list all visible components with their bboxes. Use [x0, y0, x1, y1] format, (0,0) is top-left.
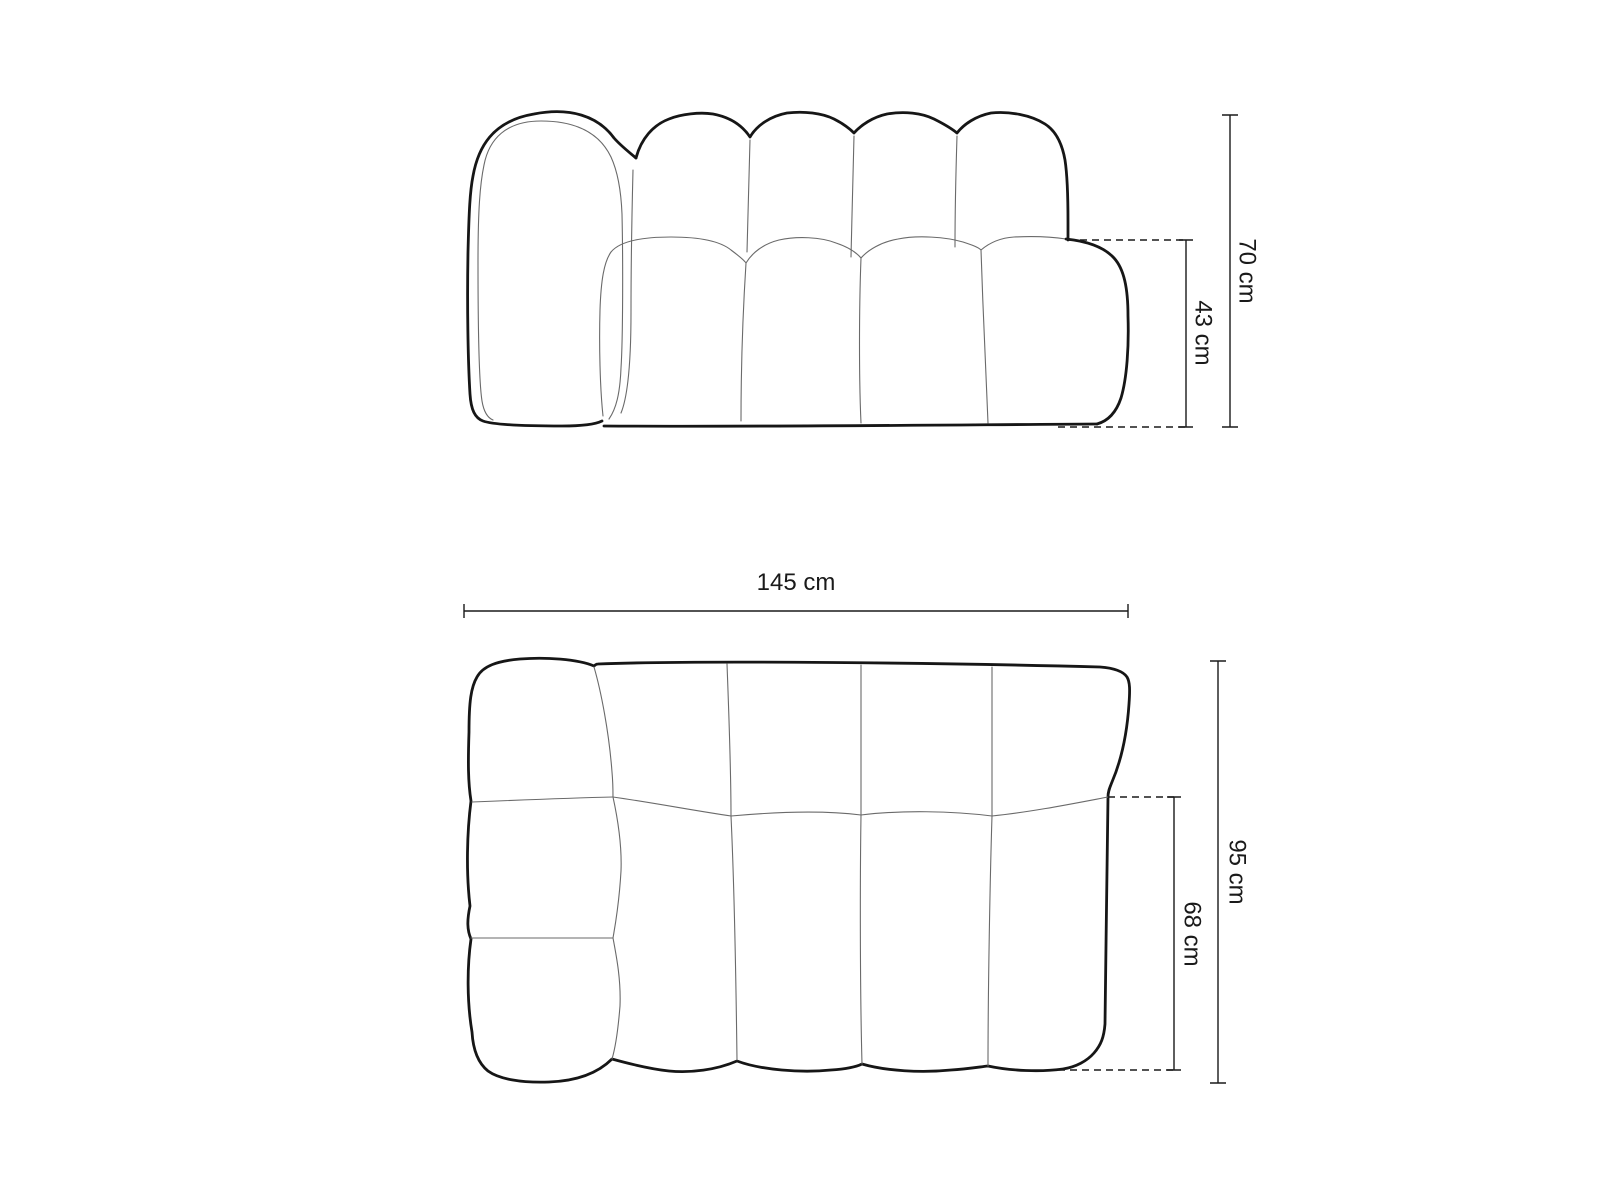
- top-view-drawing: [464, 569, 1251, 1083]
- dimension-seat-height: [1179, 240, 1217, 427]
- total-height-label: 70 cm: [1233, 238, 1261, 304]
- seat-right-edge: [1066, 239, 1128, 424]
- total-width-dim-line: [464, 604, 1128, 618]
- seat-cushion-separators: [741, 250, 988, 423]
- plan-outer-outline: [467, 658, 1129, 1082]
- total-width-label: 145 cm: [756, 569, 836, 596]
- seat-height-label: 43 cm: [1189, 300, 1217, 366]
- front-view-drawing: [468, 112, 1261, 427]
- plan-armrest-boundary: [594, 667, 621, 1059]
- total-depth-label: 95 cm: [1223, 839, 1251, 905]
- back-cushion-separators: [747, 136, 957, 257]
- plan-seat-separators: [731, 815, 992, 1066]
- armrest-outline: [468, 112, 636, 426]
- plan-back-separators: [727, 664, 992, 816]
- dimension-total-height: [1222, 115, 1261, 427]
- sofa-base-line: [604, 424, 1097, 426]
- plan-armrest-seams: [471, 797, 613, 938]
- dimension-seat-depth: [1167, 797, 1206, 1070]
- dimension-total-depth: [1210, 661, 1251, 1083]
- seat-depth-label: 68 cm: [1178, 901, 1206, 967]
- seat-cushions-outline: [600, 237, 1066, 416]
- plan-extension-dashed-lines: [1058, 797, 1174, 1070]
- armrest-inner-contour: [478, 121, 623, 420]
- dimension-total-width: [464, 569, 1128, 618]
